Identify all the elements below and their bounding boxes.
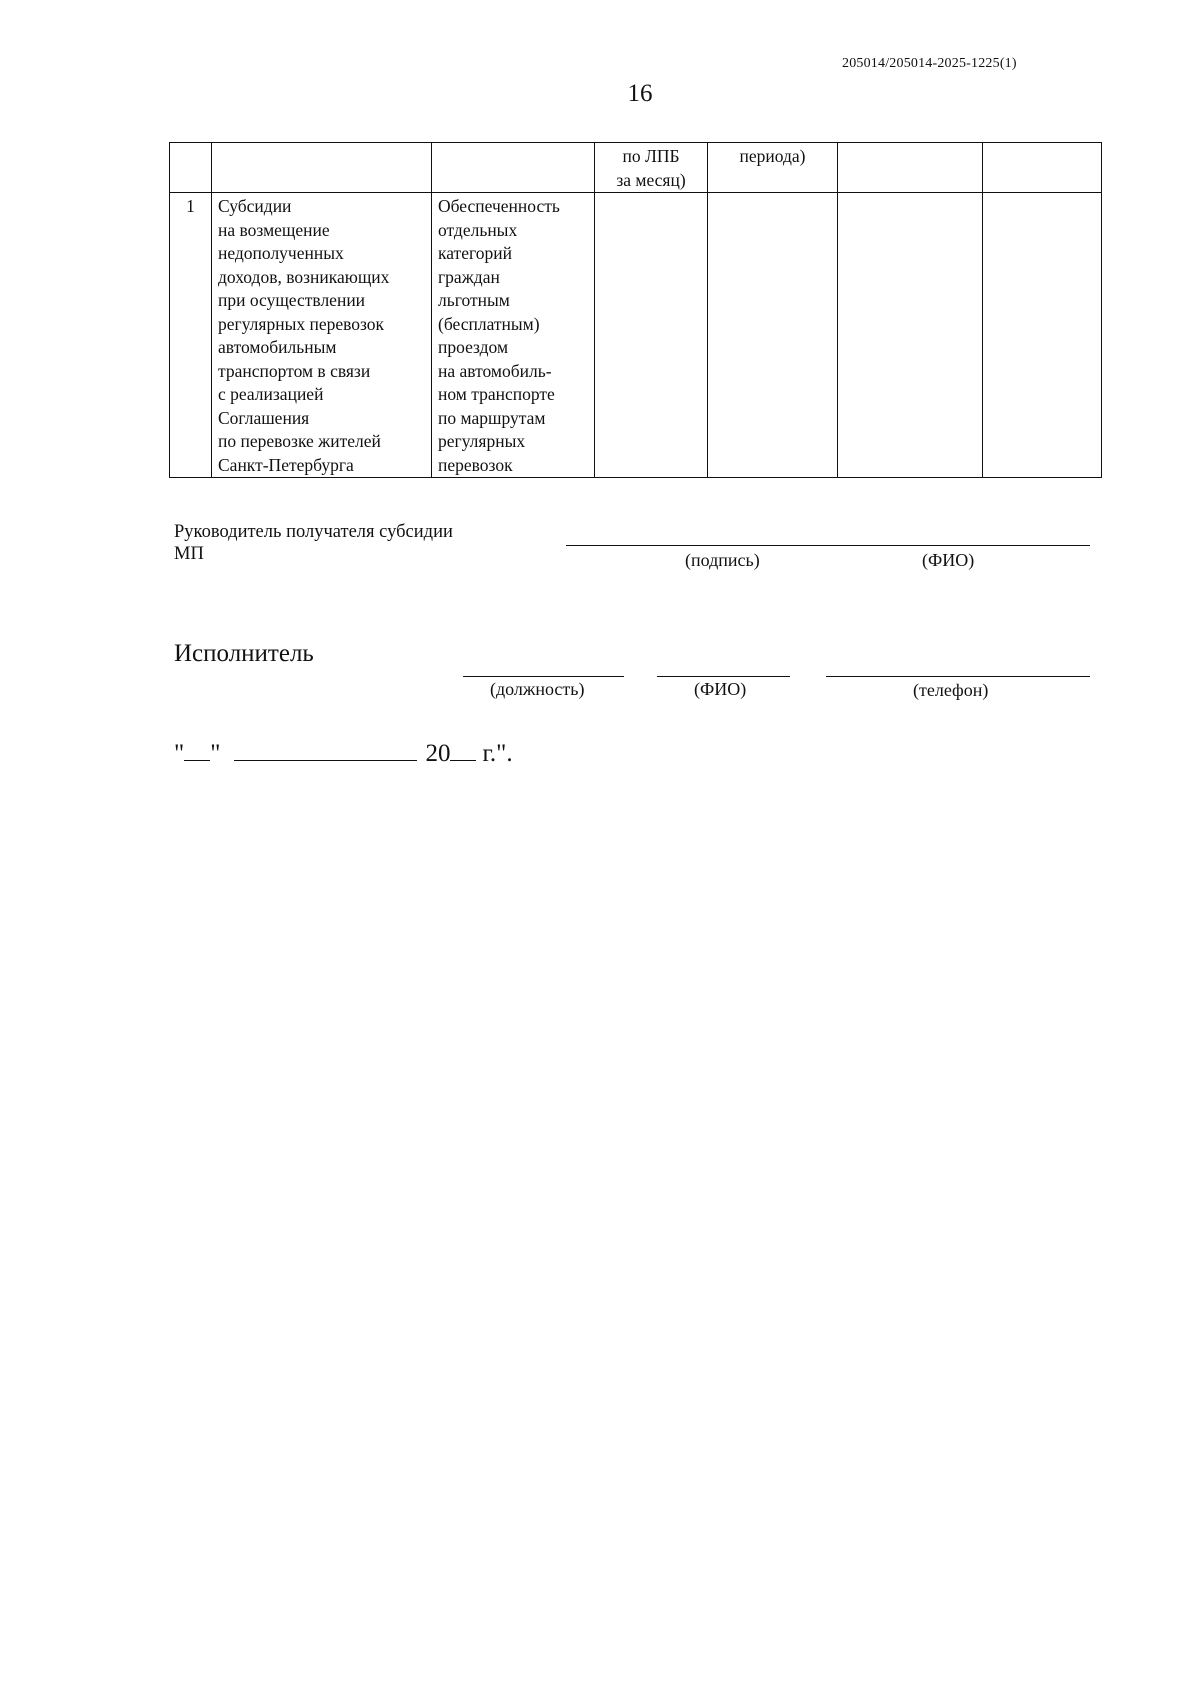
header-cell-number [170, 143, 212, 193]
executor-phone-line[interactable] [826, 676, 1090, 677]
header-cell-empty-6 [838, 143, 983, 193]
row-cell-empty-6 [838, 193, 983, 478]
executor-fio-line[interactable] [657, 676, 790, 677]
executor-position-line[interactable] [463, 676, 624, 677]
result-line: (бесплатным) [438, 313, 540, 334]
name-line: регулярных перевозок [218, 313, 385, 334]
result-line: Обеспеченность [438, 196, 560, 216]
header-cell-lpb [595, 143, 708, 193]
result-line: ном транспорте [438, 384, 555, 404]
name-line: транспортом в связи [218, 360, 371, 381]
name-line: Санкт-Петербурга [218, 454, 354, 475]
header-lpb-line: по ЛПБ [622, 146, 680, 166]
row-cell-empty-4 [595, 193, 708, 478]
name-line: с реализацией [218, 384, 324, 404]
executor-label: Исполнитель [174, 640, 314, 667]
day-blank[interactable] [184, 742, 210, 761]
result-line: регулярных [438, 431, 526, 451]
result-line: категорий [438, 243, 512, 263]
result-line: перевозок [438, 454, 513, 475]
date-open-quote: " [174, 740, 185, 767]
row-result [432, 193, 595, 478]
result-line: на автомобиль- [438, 360, 552, 381]
executor-fio-caption: (ФИО) [694, 679, 747, 699]
page-number: 16 [627, 80, 653, 107]
head-label: Руководитель получателя субсидии [174, 522, 453, 542]
stamp-label: МП [174, 544, 204, 564]
name-line: недополученных [218, 243, 344, 263]
name-line: Субсидии [218, 196, 292, 216]
result-line: отдельных [438, 219, 518, 240]
date-suffix: г.". [482, 740, 513, 767]
date-close-quote: " [210, 740, 221, 767]
position-caption: (должность) [490, 679, 585, 699]
result-line: проездом [438, 337, 509, 357]
row-cell-empty-5 [708, 193, 838, 478]
head-fio-caption: (ФИО) [922, 550, 975, 570]
header-cell-result [432, 143, 595, 193]
phone-caption: (телефон) [913, 680, 989, 700]
year-prefix: 20 [425, 740, 451, 767]
result-line: граждан [438, 266, 500, 287]
header-cell-period [708, 143, 838, 193]
head-signature-block [174, 521, 453, 565]
table-header-row [170, 143, 1102, 193]
header-period-text: периода) [739, 146, 806, 166]
row-number: 1 [170, 193, 212, 478]
date-field [174, 740, 513, 768]
name-line: автомобильным [218, 337, 337, 357]
result-line: льготным [438, 290, 510, 310]
header-lpb-line: за месяц) [616, 169, 686, 190]
head-signature-line[interactable] [566, 545, 1090, 546]
name-line: Соглашения [218, 407, 310, 428]
month-blank[interactable] [234, 742, 417, 761]
name-line: при осуществлении [218, 290, 366, 310]
row-cell-empty-7 [983, 193, 1102, 478]
signature-caption: (подпись) [685, 550, 760, 570]
row-subsidy-name [212, 193, 432, 478]
name-line: по перевозке жителей [218, 431, 381, 451]
subsidy-table [169, 142, 1102, 478]
name-line: доходов, возникающих [218, 266, 390, 287]
header-cell-name [212, 143, 432, 193]
header-cell-empty-7 [983, 143, 1102, 193]
result-line: по маршрутам [438, 407, 546, 428]
table-row [170, 193, 1102, 478]
year-blank[interactable] [450, 742, 476, 761]
document-id: 205014/205014-2025-1225(1) [842, 56, 1017, 71]
name-line: на возмещение [218, 219, 330, 240]
